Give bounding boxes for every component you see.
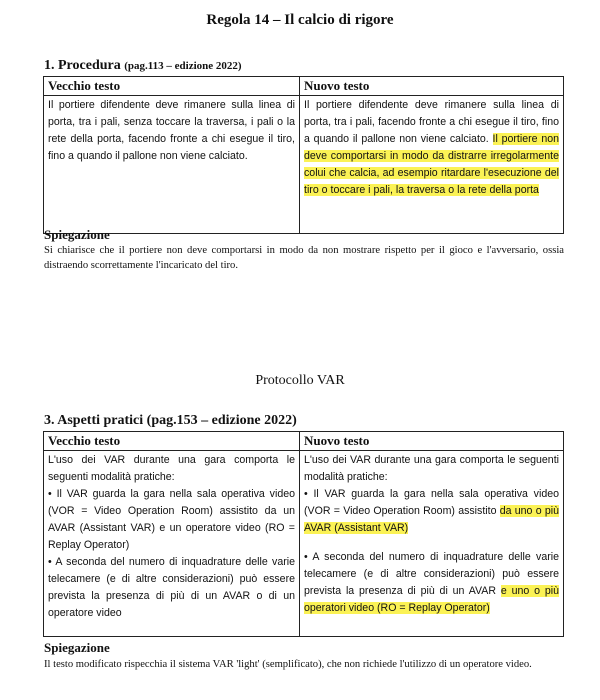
section1-new-plain: Il portiere difendente deve rimanere sulla linea di porta, tra i pali, facendo fronte a chi esegue il tiro, fino a quando il pallone non viene calciato. — [304, 99, 559, 145]
section3-col-new: Nuovo testo — [300, 432, 564, 451]
section3-table — [43, 431, 564, 637]
section3-col-old: Vecchio testo — [44, 432, 300, 451]
section1-heading-ref: (pag.113 – edizione 2022) — [124, 60, 242, 72]
section1-table — [43, 76, 564, 234]
section3-new-p2-plain: • Il VAR guarda la gara nella sala operativa video (VOR = Video Operation Room) assistito — [304, 488, 559, 517]
section1-explanation: Si chiarisce che il portiere non deve comportarsi in modo da non mostrare rispetto per il gioco e l'avversario, ossia distraendo scorrettamente l'incaricato del tiro. — [44, 245, 564, 271]
section3-new-p3-highlight: e uno o più operatori video (RO = Replay Operator) — [304, 585, 559, 614]
section3-old-p2: • Il VAR guarda la gara nella sala operativa video (VOR = Video Operation Room) assistito da un AVAR (Assistant VAR) e un operatore video (RO = Replay Operator) — [48, 488, 295, 551]
section1-new-highlight: Il portiere non deve comportarsi in modo da distrarre irregolarmente colui che calcia, ad esempio ritardare l'esecuzione del tiro o toccare i pali, la traversa o la rete della porta — [304, 133, 559, 196]
section3-old-p1: L'uso dei VAR durante una gara comporta le seguenti modalità pratiche: — [48, 454, 295, 483]
section1-heading — [44, 58, 242, 74]
section1-col-old: Vecchio testo — [44, 77, 300, 96]
section1-old-text: Il portiere difendente deve rimanere sulla linea di porta, tra i pali, senza toccare la traversa, i pali o la rete della porta, facendo fronte a chi esegue il tiro, fino a quando il pallone non viene calciato. — [44, 96, 300, 234]
section3-new-p1: L'uso dei VAR durante una gara comporta le seguenti modalità pratiche: — [304, 454, 559, 483]
section3-new-p3-plain: • A seconda del numero di inquadrature delle varie telecamere (e di altre considerazioni) può essere prevista la presenza di più di un AVAR — [304, 551, 559, 597]
section3-old-p3: • A seconda del numero di inquadrature delle varie telecamere (e di altre considerazioni) può essere prevista la presenza di più di un AVAR o di un operatore video — [48, 556, 295, 619]
section1-new-text — [300, 96, 564, 234]
section3-explanation: Il testo modificato rispecchia il sistema VAR 'light' (semplificato), che non richiede l'utilizzo di un operatore video. — [44, 659, 532, 670]
section3-new-p2 — [304, 486, 559, 537]
section3-heading: 3. Aspetti pratici (pag.153 – edizione 2022) — [44, 413, 297, 428]
section1-col-new: Nuovo testo — [300, 77, 564, 96]
section3-new-p2-highlight: da uno o più AVAR (Assistant VAR) — [304, 505, 559, 534]
protocol-title: Protocollo VAR — [255, 373, 345, 388]
section1-explanation-heading: Spiegazione — [44, 227, 110, 242]
section3-new-p3 — [304, 549, 559, 617]
section3-new-cell — [300, 451, 564, 637]
section3-explanation-heading: Spiegazione — [44, 640, 110, 655]
section1-heading-text: 1. Procedura — [44, 58, 121, 73]
section3-old-cell — [44, 451, 300, 637]
page-title: Regola 14 – Il calcio di rigore — [206, 12, 394, 28]
